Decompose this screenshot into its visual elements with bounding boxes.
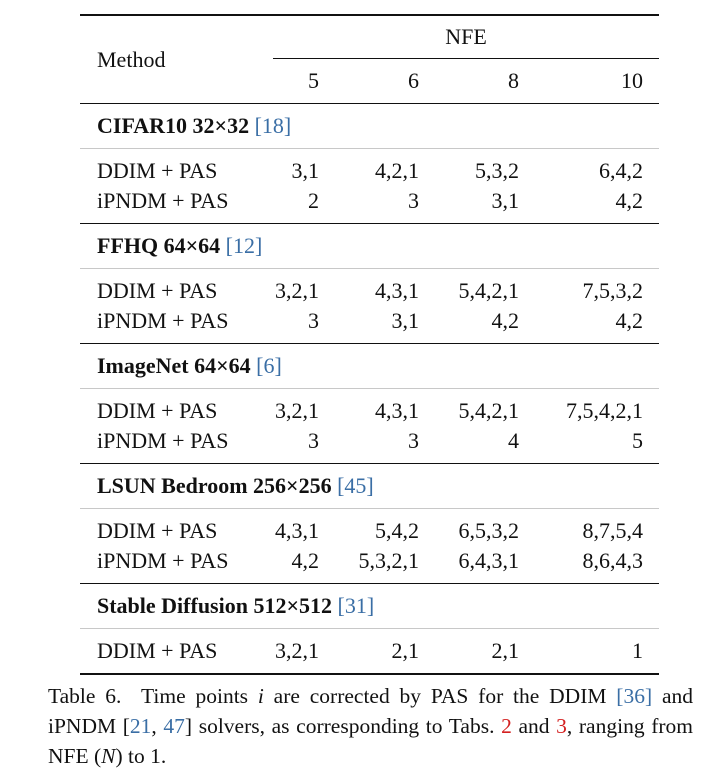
section-title-row: [80, 464, 659, 509]
value-cell: 6,4,3,1: [458, 548, 519, 573]
table-ref-link[interactable]: 3: [556, 714, 567, 738]
nfe-10-header: 10: [529, 59, 659, 104]
caption-text: ] solvers, as corresponding to Tabs.: [184, 714, 502, 738]
value-cell: 5,4,2,1: [429, 389, 529, 427]
value-cell: 6,5,3,2: [429, 509, 529, 547]
value-cell: 3,1: [273, 149, 329, 187]
caption-variable: N: [101, 744, 116, 768]
results-table-container: [80, 14, 659, 675]
nfe-column-header: NFE: [445, 24, 487, 49]
caption-label: Table 6.: [48, 684, 122, 708]
value-cell: 5,3,2,1: [358, 548, 419, 573]
method-cell: DDIM + PAS: [80, 389, 273, 427]
nfe-5-header: 5: [273, 59, 329, 104]
method-cell: iPNDM + PAS: [97, 428, 229, 453]
header-row-top: [80, 15, 659, 59]
table-row: [80, 389, 659, 427]
table-row: [80, 269, 659, 307]
section-title: Stable Diffusion 512×512: [97, 593, 333, 618]
citation-link[interactable]: 47: [163, 714, 185, 738]
method-cell: DDIM + PAS: [80, 149, 273, 187]
method-cell: iPNDM + PAS: [97, 548, 229, 573]
method-cell: iPNDM + PAS: [97, 308, 229, 333]
section-title-row: [80, 584, 659, 629]
value-cell: 7,5,4,2,1: [529, 389, 659, 427]
table-row: [80, 426, 659, 464]
nfe-header-cell: [273, 15, 659, 59]
value-cell: 3,2,1: [273, 389, 329, 427]
section-title: FFHQ 64×64: [97, 233, 221, 258]
method-cell: iPNDM + PAS: [97, 188, 229, 213]
value-cell: 4,2: [615, 308, 643, 333]
table-row: [80, 546, 659, 584]
value-cell: 3: [308, 428, 319, 453]
citation-link[interactable]: 21: [129, 714, 152, 738]
caption-text: and: [511, 714, 557, 738]
value-cell: 3: [308, 308, 319, 333]
table-row: [80, 186, 659, 224]
value-cell: 5: [632, 428, 643, 453]
section-title: ImageNet 64×64: [97, 353, 251, 378]
table-row: [80, 149, 659, 187]
section-title-row: [80, 224, 659, 269]
value-cell: 5,4,2: [329, 509, 429, 547]
section-ref-link[interactable]: [31]: [337, 593, 375, 618]
value-cell: 4,3,1: [329, 389, 429, 427]
section-ref-link[interactable]: [45]: [337, 473, 374, 498]
value-cell: 7,5,3,2: [529, 269, 659, 307]
method-cell: DDIM + PAS: [80, 269, 273, 307]
caption-text: are corrected by PAS for the DDIM: [263, 684, 617, 708]
section-title: LSUN Bedroom 256×256: [97, 473, 332, 498]
value-cell: 4,3,1: [329, 269, 429, 307]
caption-text: ,: [151, 714, 164, 738]
time-points-table: [80, 14, 659, 675]
value-cell: 5,3,2: [429, 149, 529, 187]
value-cell: 8,6,4,3: [582, 548, 643, 573]
value-cell: 3: [408, 188, 419, 213]
value-cell: 4,3,1: [273, 509, 329, 547]
section-ref-link[interactable]: [18]: [254, 113, 292, 138]
section-title: CIFAR10 32×32: [97, 113, 250, 138]
value-cell: 1: [529, 629, 659, 675]
section-title-row: [80, 344, 659, 389]
value-cell: 4,2,1: [329, 149, 429, 187]
value-cell: 2,1: [329, 629, 429, 675]
section-ref-link[interactable]: [6]: [256, 353, 282, 378]
value-cell: 3,1: [391, 308, 419, 333]
method-cell: DDIM + PAS: [80, 629, 273, 675]
table-ref-link[interactable]: 2: [501, 714, 512, 738]
method-column-header: Method: [97, 46, 166, 72]
value-cell: 4,2: [291, 548, 319, 573]
value-cell: 3,2,1: [273, 629, 329, 675]
table-row: [80, 629, 659, 675]
nfe-6-header: 6: [329, 59, 429, 104]
method-cell: DDIM + PAS: [80, 509, 273, 547]
section-title-row: [80, 104, 659, 149]
citation-link[interactable]: [36]: [616, 684, 653, 708]
value-cell: 4: [508, 428, 519, 453]
value-cell: 4,2: [491, 308, 519, 333]
table-caption: [48, 681, 693, 771]
value-cell: 3,1: [491, 188, 519, 213]
caption-text: and iPNDM [: [48, 684, 693, 738]
value-cell: 3: [408, 428, 419, 453]
section-ref-link[interactable]: [12]: [225, 233, 263, 258]
value-cell: 6,4,2: [529, 149, 659, 187]
table-row: [80, 306, 659, 344]
nfe-8-header: 8: [429, 59, 529, 104]
caption-variable: i: [257, 684, 264, 708]
caption-text: , ranging from NFE (: [48, 714, 694, 768]
value-cell: 4,2: [615, 188, 643, 213]
caption-text: ) to 1.: [115, 744, 167, 768]
table-row: [80, 509, 659, 547]
value-cell: 8,7,5,4: [529, 509, 659, 547]
caption-text: Time points: [141, 684, 258, 708]
value-cell: 5,4,2,1: [429, 269, 529, 307]
value-cell: 3,2,1: [273, 269, 329, 307]
value-cell: 2: [308, 188, 319, 213]
value-cell: 2,1: [429, 629, 529, 675]
